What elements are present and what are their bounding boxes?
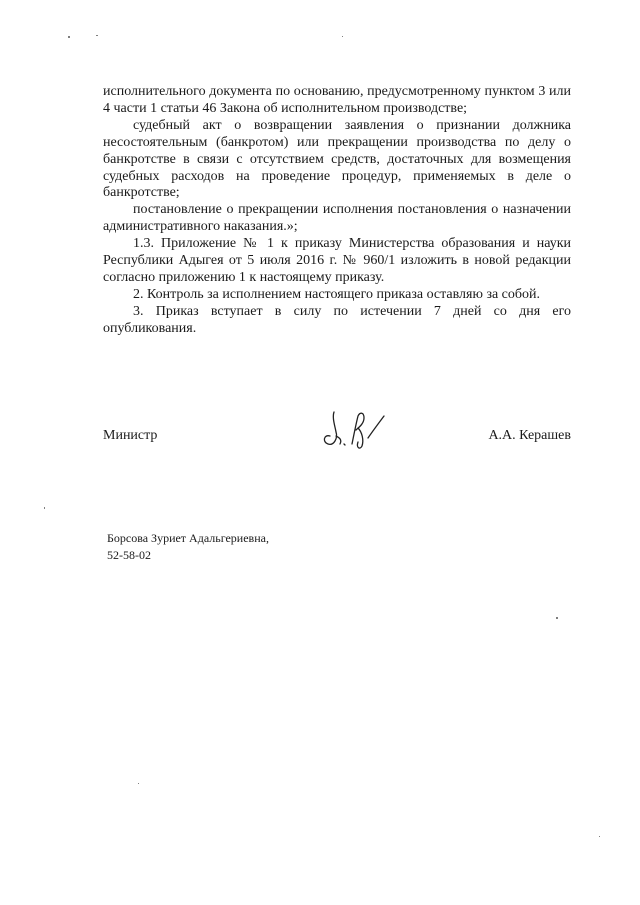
scan-speck [556,617,558,619]
order-text [103,84,571,338]
handwritten-signature [318,406,398,452]
scan-speck [96,35,98,36]
scan-speck [68,36,70,38]
signatory-title: Министр [103,428,158,443]
executor-phone: 52-58-02 [107,548,151,562]
scan-speck [44,507,45,509]
paragraph-1: исполнительного документа по основанию, предусмотренному пунктом 3 или 4 части 1 статьи 46 Закона об исполнительном производстве; [103,84,571,116]
scan-speck [138,783,139,784]
paragraph-6: 3. Приказ вступает в силу по истечении 7 дней со дня его опубликования. [103,303,571,336]
signatory-name: А.А. Керашев [488,428,571,443]
paragraph-3: постановление о прекращении исполнения постановления о назначении административного наказания.»; [103,202,571,235]
paragraph-2: судебный акт о возвращении заявления о признании должника несостоятельным (банкротом) или прекращении производства по делу о банкротстве в связи с отсутствием средств, достаточных для возмещения судебных расходов на проведение процедур, применяемых в деле о банкротстве; [103,117,571,201]
scan-speck [599,836,600,837]
paragraph-4: 1.3. Приложение № 1 к приказу Министерства образования и науки Республики Адыгея от 5 июля 2016 г. № 960/1 изложить в новой редакции согласно приложению 1 к настоящему приказу. [103,236,571,285]
paragraph-5: 2. Контроль за исполнением настоящего приказа оставляю за собой. [133,286,541,302]
scan-speck [342,36,343,37]
executor-info [107,530,269,564]
executor-name: Борсова Зуриет Адальгериевна, [107,531,269,545]
